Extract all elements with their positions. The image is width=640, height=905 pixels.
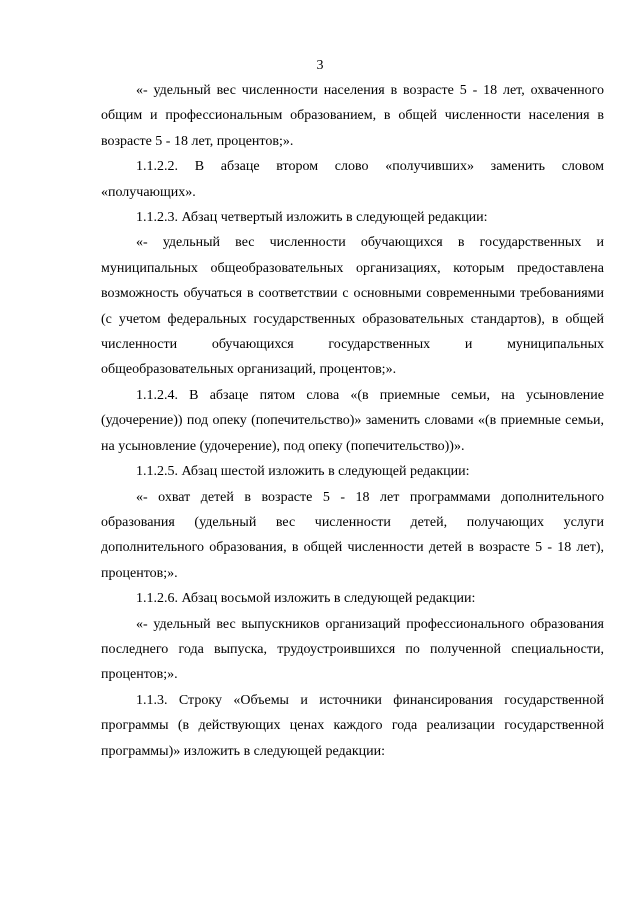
paragraph: 1.1.2.4. В абзаце пятом слова «(в приемные семьи, на усыновление (удочерение)) под опеку (попечительство)» заменить словами «(в приемные семьи, на усыновление (удочерение), под опеку (попечительство))». [101, 387, 604, 454]
paragraph: «- удельный вес выпускников организаций профессионального образования последнего года выпуска, трудоустроившихся по полученной специальности, процентов;». [101, 616, 604, 683]
document-body [101, 78, 604, 764]
paragraph: «- охват детей в возрасте 5 - 18 лет программами дополнительного образования (удельный вес численности детей, получающих услуги дополнительного образования, в общей численности детей в возрасте 5 - 18 лет), процентов;». [101, 489, 604, 581]
paragraph: 1.1.2.5. Абзац шестой изложить в следующей редакции: [136, 464, 470, 480]
paragraph: «- удельный вес численности населения в возрасте 5 - 18 лет, охваченного общим и профессиональным образованием, в общей численности населения в возрасте 5 - 18 лет, процентов;». [101, 83, 604, 149]
paragraph: 1.1.3. Строку «Объемы и источники финансирования государственной программы (в действующих ценах каждого года реализации государственной программы)» изложить в следующей редакции: [101, 692, 604, 759]
paragraph: «- удельный вес численности обучающихся в государственных и муниципальных общеобразовательных организациях, которым предоставлена возможность обучаться в соответствии с основными современными требованиями (с учетом федеральных государственных образовательных стандартов), в общей численности обучающихся государственных и муниципальных общеобразовательных организаций, процентов;». [101, 235, 604, 378]
paragraph: 1.1.2.3. Абзац четвертый изложить в следующей редакции: [136, 210, 488, 226]
paragraph: 1.1.2.6. Абзац восьмой изложить в следующей редакции: [136, 591, 476, 607]
paragraph: 1.1.2.2. В абзаце втором слово «получивших» заменить словом «получающих». [101, 159, 604, 200]
page-number: 3 [316, 58, 324, 73]
